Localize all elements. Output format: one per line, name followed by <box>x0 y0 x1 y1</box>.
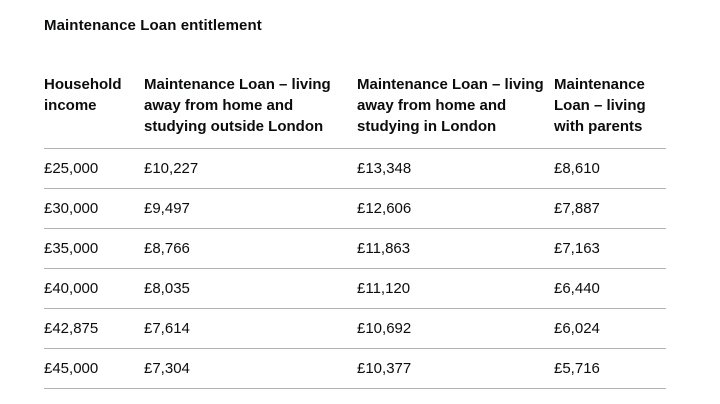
cell-household-income: £40,000 <box>44 269 144 309</box>
cell-away-in-london: £11,863 <box>357 229 554 269</box>
table-row <box>44 229 666 269</box>
cell-with-parents: £8,610 <box>554 149 666 189</box>
table-header-row <box>44 66 666 149</box>
cell-away-in-london: £11,120 <box>357 269 554 309</box>
table-row <box>44 149 666 189</box>
cell-household-income: £45,000 <box>44 349 144 389</box>
cell-away-in-london: £13,348 <box>357 149 554 189</box>
cell-household-income: £30,000 <box>44 189 144 229</box>
table-row <box>44 189 666 229</box>
cell-household-income: £35,000 <box>44 229 144 269</box>
table-row <box>44 349 666 389</box>
cell-away-in-london: £10,692 <box>357 309 554 349</box>
cell-away-outside-london: £9,497 <box>144 189 357 229</box>
cell-with-parents: £7,887 <box>554 189 666 229</box>
cell-away-outside-london: £8,035 <box>144 269 357 309</box>
table-row <box>44 309 666 349</box>
cell-away-in-london: £12,606 <box>357 189 554 229</box>
cell-away-outside-london: £7,614 <box>144 309 357 349</box>
header-away-in-london: Maintenance Loan – living away from home and studying in London <box>357 66 554 149</box>
cell-with-parents: £7,163 <box>554 229 666 269</box>
header-with-parents: Maintenance Loan – living with parents <box>554 66 666 149</box>
cell-household-income: £42,875 <box>44 309 144 349</box>
cell-household-income: £25,000 <box>44 149 144 189</box>
cell-with-parents: £6,440 <box>554 269 666 309</box>
cell-away-in-london: £10,377 <box>357 349 554 389</box>
cell-away-outside-london: £8,766 <box>144 229 357 269</box>
cell-with-parents: £6,024 <box>554 309 666 349</box>
header-away-outside-london: Maintenance Loan – living away from home and studying outside London <box>144 66 357 149</box>
table-caption: Maintenance Loan entitlement <box>44 17 262 34</box>
header-household-income: Household income <box>44 66 144 149</box>
table-row <box>44 269 666 309</box>
cell-with-parents: £5,716 <box>554 349 666 389</box>
cell-away-outside-london: £7,304 <box>144 349 357 389</box>
maintenance-loan-table <box>44 66 666 389</box>
cell-away-outside-london: £10,227 <box>144 149 357 189</box>
